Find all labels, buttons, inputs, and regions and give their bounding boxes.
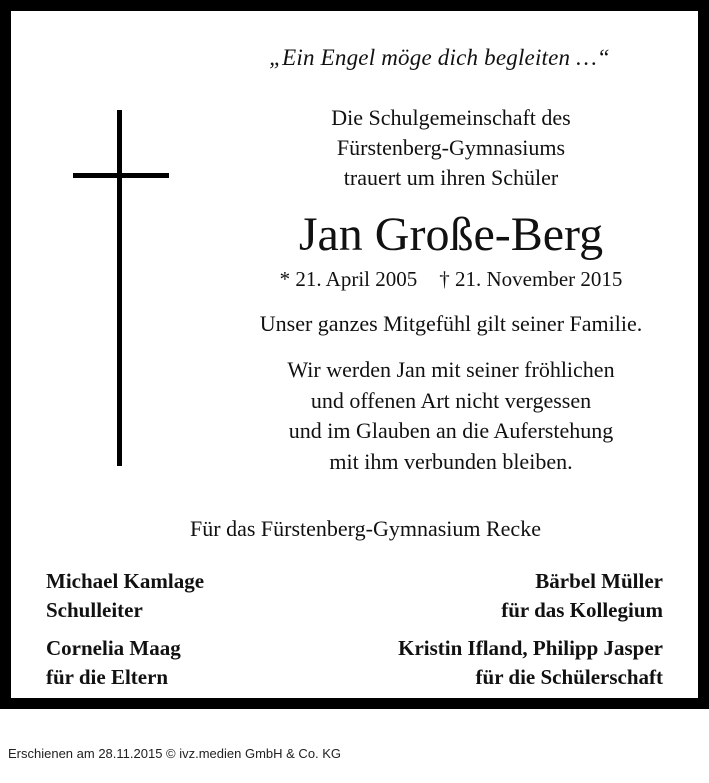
signatory xyxy=(398,634,663,692)
remembrance-line: und im Glauben an die Auferstehung xyxy=(288,418,614,443)
sympathy-text: Unser ganzes Mitgefühl gilt seiner Familie. xyxy=(259,311,643,336)
cross-icon xyxy=(73,110,169,466)
intro-text xyxy=(171,103,709,193)
motto-quote: „Ein Engel möge dich begleiten …“ xyxy=(269,45,610,70)
signoff-line: Für das Fürstenberg-Gymnasium Recke xyxy=(190,516,541,541)
signatory-role: für das Kollegium xyxy=(501,598,663,622)
signatory-name: Bärbel Müller xyxy=(535,569,663,593)
signatory-name: Michael Kamlage xyxy=(46,569,205,593)
signatory-role: Schulleiter xyxy=(46,598,143,622)
life-dates xyxy=(171,265,709,293)
signatory-role: für die Eltern xyxy=(46,665,169,689)
signatory-name: Cornelia Maag xyxy=(46,636,181,660)
signatory xyxy=(46,567,204,625)
intro-line: Fürstenberg-Gymnasiums xyxy=(336,135,566,160)
remembrance-text xyxy=(171,355,709,477)
birth-date: * 21. April 2005 xyxy=(279,267,418,291)
deceased-name: Jan Große-Berg xyxy=(298,208,604,261)
intro-line: Die Schulgemeinschaft des xyxy=(331,105,571,130)
signatory-name: Kristin Ifland, Philipp Jasper xyxy=(398,636,663,660)
death-date: † 21. November 2015 xyxy=(439,267,623,291)
signatory xyxy=(46,634,181,692)
remembrance-line: mit ihm verbunden bleiben. xyxy=(329,448,573,474)
signatory xyxy=(501,567,663,625)
remembrance-line: Wir werden Jan mit seiner fröhlichen xyxy=(287,357,615,382)
signatory-role: für die Schülerschaft xyxy=(475,665,663,689)
intro-line: trauert um ihren Schüler xyxy=(343,165,559,190)
publication-credit: Erschienen am 28.11.2015 © ivz.medien GmbH & Co. KG xyxy=(8,746,342,761)
remembrance-line: und offenen Art nicht vergessen xyxy=(310,387,592,413)
